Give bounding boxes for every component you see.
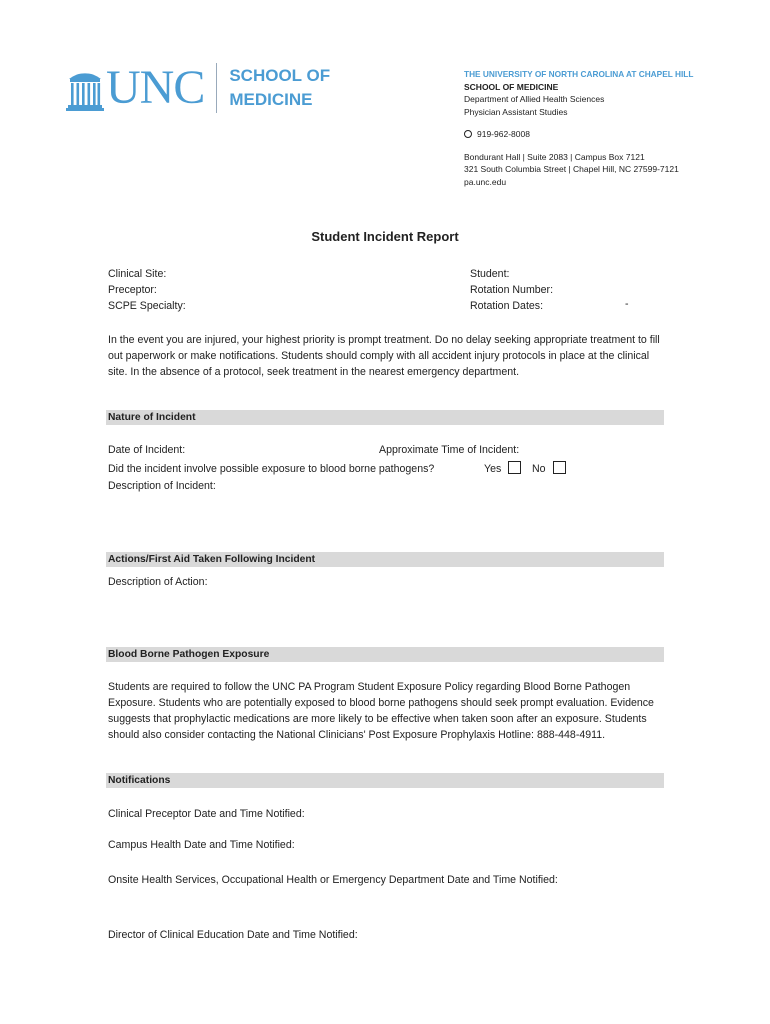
address-building: Bondurant Hall | Suite 2083 | Campus Box 7121 <box>464 151 645 162</box>
exposure-yes-checkbox[interactable] <box>508 461 521 474</box>
notification-campus-health: Campus Health Date and Time Notified: <box>108 839 295 851</box>
exposure-yes-option[interactable] <box>484 461 521 475</box>
rotation-dates-separator: - <box>625 298 629 310</box>
section-notifications-heading: Notifications <box>106 773 664 788</box>
section-actions-heading: Actions/First Aid Taken Following Incident <box>106 552 664 567</box>
unc-som-logo <box>66 61 331 114</box>
field-rotation-number: Rotation Number: <box>470 284 554 296</box>
address-block <box>464 68 693 188</box>
exposure-no-checkbox[interactable] <box>553 461 566 474</box>
right-field-group <box>470 266 553 314</box>
exposure-no-label: No <box>532 463 546 475</box>
field-rotation-dates: Rotation Dates: <box>470 300 544 312</box>
action-description-label: Description of Action: <box>108 576 208 588</box>
field-clinical-site: Clinical Site: <box>108 268 167 280</box>
field-scpe-specialty: SCPE Specialty: <box>108 300 186 312</box>
logo-school-line-2: MEDICINE <box>229 90 313 109</box>
school-name: SCHOOL OF MEDICINE <box>464 81 559 92</box>
phone-number: 919-962-8008 <box>477 129 530 139</box>
phone-icon <box>464 130 472 138</box>
exposure-no-option[interactable] <box>532 461 566 475</box>
exposure-question: Did the incident involve possible exposure to blood borne pathogens? <box>108 463 435 475</box>
incident-description-label: Description of Incident: <box>108 480 216 492</box>
left-field-group <box>108 266 186 314</box>
section-nature-heading: Nature of Incident <box>106 410 664 425</box>
department-name: Department of Allied Health Sciences <box>464 94 605 104</box>
logo-unc-text: UNC <box>106 61 205 114</box>
field-student: Student: <box>470 268 510 280</box>
logo-school-name <box>229 64 330 112</box>
phone-line <box>464 128 693 141</box>
field-preceptor: Preceptor: <box>108 284 157 296</box>
exposure-yes-label: Yes <box>484 463 502 475</box>
section-bbp-heading: Blood Borne Pathogen Exposure <box>106 647 664 662</box>
address-street: 321 South Columbia Street | Chapel Hill, NC 27599-7121 <box>464 164 679 174</box>
notification-onsite-health: Onsite Health Services, Occupational Health or Emergency Department Date and Time Notified: <box>108 874 558 886</box>
intro-paragraph: In the event you are injured, your highest priority is prompt treatment. Do no delay seeking appropriate treatment to fill out paperwork or make notifications. Students should comply with all accident injury protocols in place at the clinical site. In the absence of a protocol, seek treatment in the nearest emergency department. <box>108 334 660 378</box>
date-of-incident-label: Date of Incident: <box>108 444 186 456</box>
program-name: Physician Assistant Studies <box>464 106 568 117</box>
logo-divider <box>216 63 217 113</box>
notification-preceptor: Clinical Preceptor Date and Time Notified: <box>108 808 305 820</box>
university-name: THE UNIVERSITY OF NORTH CAROLINA AT CHAPEL HILL <box>464 69 694 79</box>
notification-director: Director of Clinical Education Date and Time Notified: <box>108 929 358 941</box>
address-web: pa.unc.edu <box>464 176 507 187</box>
bbp-paragraph: Students are required to follow the UNC PA Program Student Exposure Policy regarding Blood Borne Pathogen Exposure. Students who are potentially exposed to blood borne pathogens should seek prompt evaluation. Evidence suggests that prophylactic medications are more likely to be effective when taken soon after an exposure. Students should also consider contacting the National Clinicians' Post Exposure Prophylaxis Hotline: 888-448-4911. <box>108 681 654 741</box>
old-well-icon <box>66 65 104 111</box>
logo-school-line-1: SCHOOL OF <box>229 66 331 85</box>
form-title: Student Incident Report <box>311 229 459 244</box>
time-of-incident-label: Approximate Time of Incident: <box>379 444 520 456</box>
